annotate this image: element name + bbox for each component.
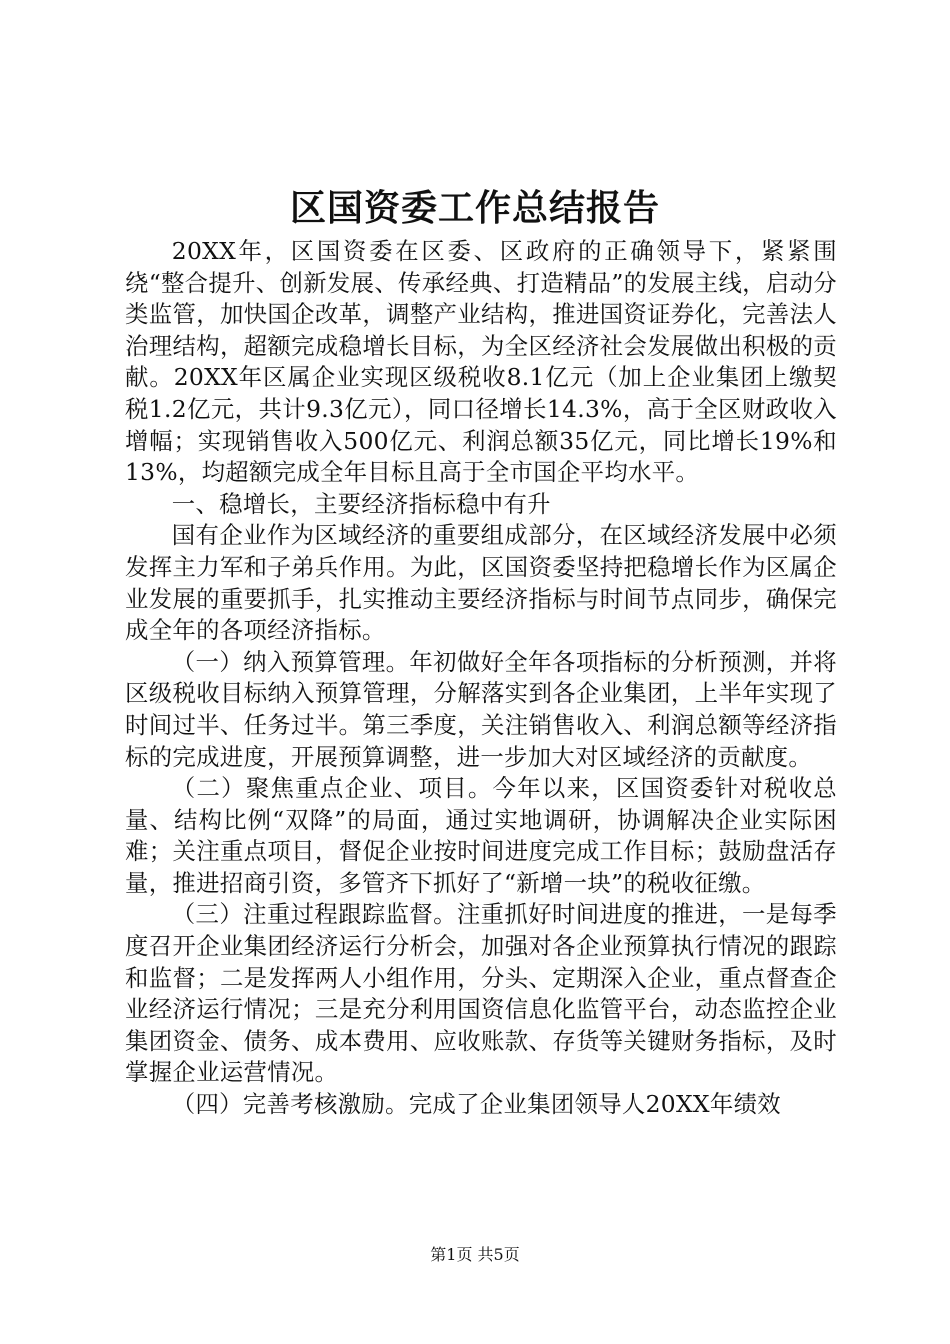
page-footer: 第1页 共5页 [430, 1245, 520, 1264]
paragraph-item-4: （四）完善考核激励。完成了企业集团领导人20XX年绩效 [171, 1090, 781, 1119]
document-body [125, 236, 837, 1121]
paragraph-intro: 20XX年，区国资委在区委、区政府的正确领导下，紧紧围绕“整合提升、创新发展、传承经典、打造精品”的发展主线，启动分类监管，加快国企改革，调整产业结构，推进国资证券化，完善法人治理结构，超额完成稳增长目标，为全区经济社会发展做出积极的贡献。20XX年区属企业实现区级税收8.1亿元（加上企业集团上缴契税1.2亿元，共计9.3亿元），同口径增长14.3%，高于全区财政收入增幅；实现销售收入500亿元、利润总额35亿元，同比增长19%和13%，均超额完成全年目标且高于全市国企平均水平。 [125, 237, 837, 487]
section-heading-1: 一、稳增长，主要经济指标稳中有升 [171, 489, 551, 518]
paragraph-item-2: （二）聚焦重点企业、项目。今年以来，区国资委针对税收总量、结构比例“双降”的局面，通过实地调研，协调解决企业实际困难；关注重点项目，督促企业按时间进度完成工作目标；鼓励盘活存量，推进招商引资，多管齐下抓好了“新增一块”的税收征缴。 [125, 774, 837, 897]
paragraph-section-1: 国有企业作为区域经济的重要组成部分，在区域经济发展中必须发挥主力军和子弟兵作用。为此，区国资委坚持把稳增长作为区属企业发展的重要抓手，扎实推动主要经济指标与时间节点同步，确保完成全年的各项经济指标。 [125, 521, 837, 645]
document-title: 区国资委工作总结报告 [289, 187, 660, 229]
paragraph-item-3: （三）注重过程跟踪监督。注重抓好时间进度的推进，一是每季度召开企业集团经济运行分析会，加强对各企业预算执行情况的跟踪和监督；二是发挥两人小组作用，分头、定期深入企业，重点督查企业经济运行情况；三是充分利用国资信息化监管平台，动态监控企业集团资金、债务、成本费用、应收账款、存货等关键财务指标，及时掌握企业运营情况。 [125, 900, 837, 1087]
paragraph-item-1: （一）纳入预算管理。年初做好全年各项指标的分析预测，并将区级税收目标纳入预算管理，分解落实到各企业集团，上半年实现了时间过半、任务过半。第三季度，关注销售收入、利润总额等经济指标的完成进度，开展预算调整，进一步加大对区域经济的贡献度。 [125, 647, 837, 771]
